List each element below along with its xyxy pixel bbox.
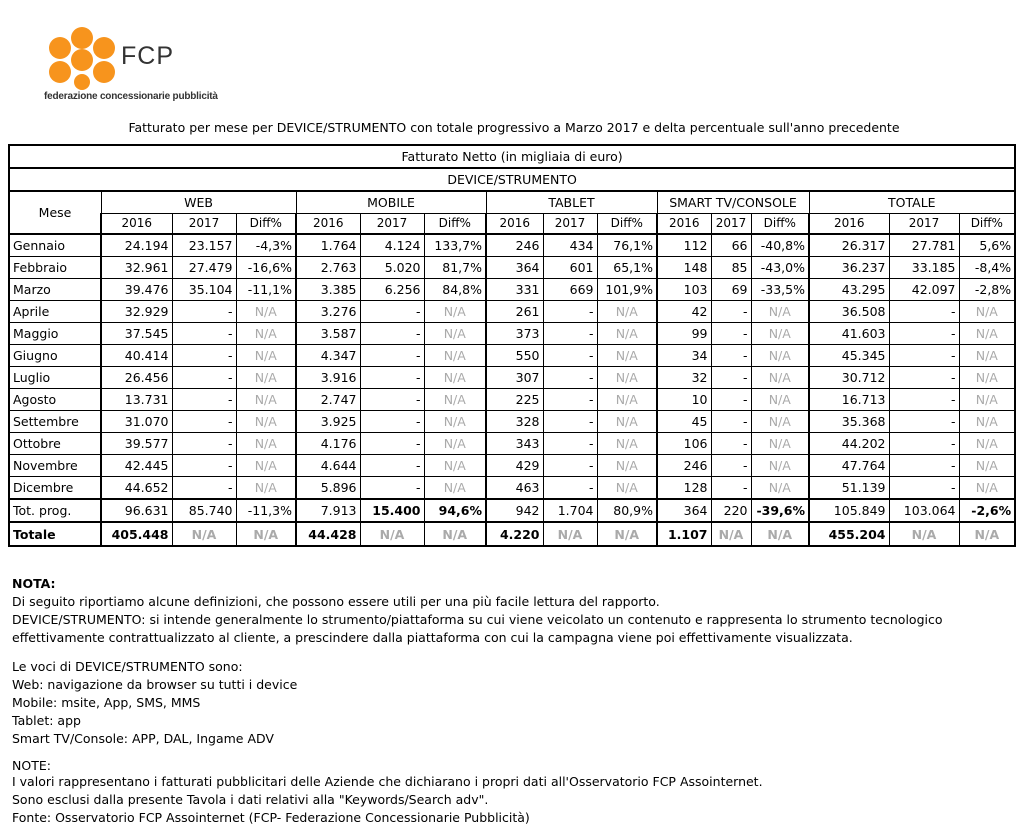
value-cell: -43,0%: [751, 257, 809, 279]
value-cell: 36.508: [809, 301, 889, 323]
table-subbanner-title: DEVICE/STRUMENTO: [9, 168, 1015, 191]
value-cell: 45: [657, 411, 711, 433]
value-cell: N/A: [236, 411, 296, 433]
value-cell: N/A: [424, 433, 486, 455]
grand-total-row: [9, 522, 1015, 546]
note-line: Mobile: msite, App, SMS, MMS: [12, 695, 201, 710]
table-row: [9, 301, 1015, 323]
subheader-cell: 2017: [360, 214, 424, 235]
value-cell: 34: [657, 345, 711, 367]
revenue-table: [8, 144, 1016, 547]
value-cell: N/A: [751, 345, 809, 367]
value-cell: 220: [711, 499, 751, 522]
value-cell: N/A: [751, 411, 809, 433]
subheader-cell: 2016: [809, 214, 889, 235]
value-cell: N/A: [236, 522, 296, 546]
value-cell: -: [360, 389, 424, 411]
value-cell: N/A: [597, 477, 657, 500]
value-cell: 101,9%: [597, 279, 657, 301]
value-cell: -40,8%: [751, 234, 809, 257]
value-cell: -: [543, 477, 597, 500]
value-cell: 455.204: [809, 522, 889, 546]
value-cell: 13.731: [101, 389, 172, 411]
value-cell: 364: [657, 499, 711, 522]
table-row: [9, 455, 1015, 477]
table-row: [9, 433, 1015, 455]
value-cell: -: [172, 389, 236, 411]
month-cell: Maggio: [9, 323, 101, 345]
value-cell: -: [889, 433, 959, 455]
value-cell: 343: [486, 433, 543, 455]
value-cell: N/A: [751, 477, 809, 500]
value-cell: 1.107: [657, 522, 711, 546]
value-cell: 42.097: [889, 279, 959, 301]
value-cell: N/A: [597, 455, 657, 477]
value-cell: 148: [657, 257, 711, 279]
table-row: [9, 367, 1015, 389]
value-cell: 26.317: [809, 234, 889, 257]
note-line: Smart TV/Console: APP, DAL, Ingame ADV: [12, 731, 274, 746]
value-cell: 37.545: [101, 323, 172, 345]
notes-section: [12, 575, 1012, 827]
value-cell: 44.428: [296, 522, 360, 546]
value-cell: 51.139: [809, 477, 889, 500]
value-cell: N/A: [597, 389, 657, 411]
table-body: [9, 234, 1015, 546]
value-cell: 35.104: [172, 279, 236, 301]
value-cell: N/A: [889, 522, 959, 546]
value-cell: N/A: [959, 389, 1015, 411]
logo-brand: FCP: [121, 42, 174, 70]
value-cell: -: [889, 389, 959, 411]
value-cell: 69: [711, 279, 751, 301]
value-cell: -: [172, 367, 236, 389]
value-cell: 76,1%: [597, 234, 657, 257]
value-cell: 66: [711, 234, 751, 257]
group-header-row: [9, 191, 1015, 214]
value-cell: -: [543, 367, 597, 389]
value-cell: N/A: [597, 301, 657, 323]
value-cell: N/A: [959, 367, 1015, 389]
value-cell: 2.763: [296, 257, 360, 279]
value-cell: -: [360, 455, 424, 477]
value-cell: 1.704: [543, 499, 597, 522]
month-cell: Tot. prog.: [9, 499, 101, 522]
table-row: [9, 477, 1015, 500]
value-cell: -: [360, 411, 424, 433]
subheader-cell: 2017: [543, 214, 597, 235]
value-cell: -: [543, 345, 597, 367]
value-cell: N/A: [751, 367, 809, 389]
value-cell: -11,1%: [236, 279, 296, 301]
group-header-web: WEB: [101, 191, 296, 214]
value-cell: -: [543, 301, 597, 323]
value-cell: -: [172, 455, 236, 477]
value-cell: N/A: [597, 367, 657, 389]
value-cell: 942: [486, 499, 543, 522]
value-cell: -: [889, 301, 959, 323]
value-cell: 44.652: [101, 477, 172, 500]
value-cell: 103.064: [889, 499, 959, 522]
value-cell: 4.176: [296, 433, 360, 455]
subheader-cell: Diff%: [424, 214, 486, 235]
value-cell: 112: [657, 234, 711, 257]
value-cell: N/A: [711, 522, 751, 546]
value-cell: 23.157: [172, 234, 236, 257]
value-cell: -8,4%: [959, 257, 1015, 279]
flower-logo-icon: [42, 18, 122, 90]
table-banner-row: [9, 145, 1015, 168]
value-cell: 30.712: [809, 367, 889, 389]
value-cell: 4.220: [486, 522, 543, 546]
value-cell: -: [889, 323, 959, 345]
subheader-cell: 2017: [889, 214, 959, 235]
month-cell: Luglio: [9, 367, 101, 389]
value-cell: 4.347: [296, 345, 360, 367]
value-cell: 40.414: [101, 345, 172, 367]
value-cell: 35.368: [809, 411, 889, 433]
value-cell: 5.020: [360, 257, 424, 279]
value-cell: 669: [543, 279, 597, 301]
value-cell: 364: [486, 257, 543, 279]
value-cell: N/A: [236, 455, 296, 477]
value-cell: -: [711, 455, 751, 477]
value-cell: 26.456: [101, 367, 172, 389]
value-cell: 45.345: [809, 345, 889, 367]
value-cell: -11,3%: [236, 499, 296, 522]
value-cell: 3.925: [296, 411, 360, 433]
value-cell: 42.445: [101, 455, 172, 477]
value-cell: 7.913: [296, 499, 360, 522]
value-cell: 41.603: [809, 323, 889, 345]
table-row: [9, 411, 1015, 433]
month-cell: Giugno: [9, 345, 101, 367]
value-cell: -: [543, 389, 597, 411]
subheader-row: [9, 214, 1015, 235]
table-row: [9, 389, 1015, 411]
note-title: NOTE:: [12, 758, 51, 773]
month-cell: Marzo: [9, 279, 101, 301]
value-cell: 94,6%: [424, 499, 486, 522]
value-cell: 3.276: [296, 301, 360, 323]
value-cell: 3.385: [296, 279, 360, 301]
table-row: [9, 257, 1015, 279]
value-cell: -: [711, 323, 751, 345]
value-cell: N/A: [236, 323, 296, 345]
value-cell: -: [889, 477, 959, 500]
table-banner-title: Fatturato Netto (in migliaia di euro): [9, 145, 1015, 168]
value-cell: -: [360, 367, 424, 389]
value-cell: -: [711, 411, 751, 433]
subheader-cell: Diff%: [236, 214, 296, 235]
value-cell: N/A: [959, 455, 1015, 477]
value-cell: N/A: [424, 301, 486, 323]
value-cell: N/A: [360, 522, 424, 546]
value-cell: 246: [486, 234, 543, 257]
value-cell: -: [172, 301, 236, 323]
value-cell: 47.764: [809, 455, 889, 477]
value-cell: N/A: [959, 301, 1015, 323]
value-cell: 85: [711, 257, 751, 279]
value-cell: N/A: [236, 367, 296, 389]
logo-tagline: federazione concessionarie pubblicità: [44, 91, 218, 102]
month-cell: Ottobre: [9, 433, 101, 455]
month-cell: Aprile: [9, 301, 101, 323]
value-cell: N/A: [751, 433, 809, 455]
value-cell: -: [711, 389, 751, 411]
value-cell: 106: [657, 433, 711, 455]
value-cell: 331: [486, 279, 543, 301]
note-line: Web: navigazione da browser su tutti i device: [12, 677, 298, 692]
value-cell: -: [889, 345, 959, 367]
subheader-cell: 2016: [296, 214, 360, 235]
value-cell: -: [360, 477, 424, 500]
subheader-cell: 2016: [486, 214, 543, 235]
table-row: [9, 323, 1015, 345]
value-cell: -39,6%: [751, 499, 809, 522]
value-cell: N/A: [424, 345, 486, 367]
month-cell: Settembre: [9, 411, 101, 433]
value-cell: -: [711, 433, 751, 455]
value-cell: 5.896: [296, 477, 360, 500]
group-header-tablet: TABLET: [486, 191, 657, 214]
value-cell: -16,6%: [236, 257, 296, 279]
value-cell: 42: [657, 301, 711, 323]
value-cell: N/A: [424, 411, 486, 433]
value-cell: -: [889, 411, 959, 433]
value-cell: 1.764: [296, 234, 360, 257]
value-cell: 133,7%: [424, 234, 486, 257]
value-cell: 65,1%: [597, 257, 657, 279]
group-header-mobile: MOBILE: [296, 191, 486, 214]
value-cell: N/A: [751, 389, 809, 411]
month-cell: Gennaio: [9, 234, 101, 257]
table-row: [9, 234, 1015, 257]
value-cell: N/A: [597, 522, 657, 546]
value-cell: 16.713: [809, 389, 889, 411]
value-cell: N/A: [236, 301, 296, 323]
table-row: [9, 345, 1015, 367]
value-cell: -2,8%: [959, 279, 1015, 301]
mese-header: Mese: [9, 191, 101, 234]
value-cell: 27.479: [172, 257, 236, 279]
table-row: [9, 279, 1015, 301]
value-cell: N/A: [424, 367, 486, 389]
subheader-cell: Diff%: [597, 214, 657, 235]
value-cell: 5,6%: [959, 234, 1015, 257]
value-cell: 103: [657, 279, 711, 301]
month-cell: Agosto: [9, 389, 101, 411]
value-cell: N/A: [597, 433, 657, 455]
value-cell: N/A: [424, 522, 486, 546]
value-cell: N/A: [236, 477, 296, 500]
value-cell: -: [711, 367, 751, 389]
value-cell: -: [360, 301, 424, 323]
value-cell: N/A: [424, 323, 486, 345]
value-cell: 261: [486, 301, 543, 323]
value-cell: 80,9%: [597, 499, 657, 522]
value-cell: 434: [543, 234, 597, 257]
value-cell: 96.631: [101, 499, 172, 522]
value-cell: N/A: [959, 323, 1015, 345]
value-cell: 27.781: [889, 234, 959, 257]
table-subbanner-row: [9, 168, 1015, 191]
value-cell: -4,3%: [236, 234, 296, 257]
month-cell: Dicembre: [9, 477, 101, 500]
value-cell: 128: [657, 477, 711, 500]
value-cell: N/A: [424, 389, 486, 411]
value-cell: N/A: [597, 411, 657, 433]
value-cell: N/A: [597, 323, 657, 345]
value-cell: N/A: [424, 455, 486, 477]
value-cell: 307: [486, 367, 543, 389]
value-cell: -: [360, 323, 424, 345]
subheader-cell: 2016: [101, 214, 172, 235]
value-cell: -: [172, 411, 236, 433]
value-cell: -: [543, 433, 597, 455]
value-cell: -: [711, 477, 751, 500]
value-cell: 4.644: [296, 455, 360, 477]
value-cell: 33.185: [889, 257, 959, 279]
value-cell: 36.237: [809, 257, 889, 279]
value-cell: -: [543, 323, 597, 345]
value-cell: N/A: [236, 433, 296, 455]
value-cell: 39.476: [101, 279, 172, 301]
value-cell: 85.740: [172, 499, 236, 522]
note-line: Le voci di DEVICE/STRUMENTO sono:: [12, 659, 243, 674]
value-cell: 4.124: [360, 234, 424, 257]
subheader-cell: 2017: [711, 214, 751, 235]
value-cell: 31.070: [101, 411, 172, 433]
value-cell: -: [172, 433, 236, 455]
note-line: I valori rappresentano i fatturati pubblicitari delle Aziende che dichiarano i propri dati all'Osservatorio FCP Assointernet.: [12, 774, 763, 789]
value-cell: -: [360, 345, 424, 367]
note-line: DEVICE/STRUMENTO: si intende generalmente lo strumento/piattaforma su cui viene veicolato un contenuto e rappresenta lo strumento tecnologico: [12, 612, 943, 627]
value-cell: -: [172, 477, 236, 500]
note-line: Sono esclusi dalla presente Tavola i dati relativi alla "Keywords/Search adv".: [12, 792, 489, 807]
progressive-total-row: [9, 499, 1015, 522]
note-line: effettivamente contrattualizzato al cliente, a prescindere dalla piattaforma con cui la campagna viene poi effettivamente visualizzata.: [12, 630, 853, 645]
value-cell: -: [360, 433, 424, 455]
value-cell: N/A: [751, 522, 809, 546]
value-cell: -2,6%: [959, 499, 1015, 522]
value-cell: 39.577: [101, 433, 172, 455]
nota-title: NOTA:: [12, 576, 56, 591]
value-cell: N/A: [959, 345, 1015, 367]
subheader-cell: 2016: [657, 214, 711, 235]
value-cell: 10: [657, 389, 711, 411]
subheader-cell: Diff%: [959, 214, 1015, 235]
value-cell: 550: [486, 345, 543, 367]
value-cell: -: [543, 411, 597, 433]
value-cell: 43.295: [809, 279, 889, 301]
value-cell: N/A: [172, 522, 236, 546]
month-cell: Totale: [9, 522, 101, 546]
value-cell: -: [172, 323, 236, 345]
value-cell: 3.587: [296, 323, 360, 345]
value-cell: 99: [657, 323, 711, 345]
subheader-cell: Diff%: [751, 214, 809, 235]
value-cell: 429: [486, 455, 543, 477]
value-cell: N/A: [959, 433, 1015, 455]
value-cell: 328: [486, 411, 543, 433]
value-cell: 32: [657, 367, 711, 389]
value-cell: N/A: [959, 477, 1015, 500]
value-cell: N/A: [543, 522, 597, 546]
value-cell: -: [889, 367, 959, 389]
data-table-wrapper: [8, 144, 1014, 547]
value-cell: 246: [657, 455, 711, 477]
value-cell: 225: [486, 389, 543, 411]
value-cell: -: [172, 345, 236, 367]
value-cell: 373: [486, 323, 543, 345]
value-cell: N/A: [751, 323, 809, 345]
page-title: Fatturato per mese per DEVICE/STRUMENTO con totale progressivo a Marzo 2017 e delta percentuale sull'anno precedente: [128, 120, 900, 135]
value-cell: N/A: [597, 345, 657, 367]
note-line: Tablet: app: [12, 713, 81, 728]
group-header-smarttv: SMART TV/CONSOLE: [657, 191, 809, 214]
value-cell: 24.194: [101, 234, 172, 257]
value-cell: N/A: [751, 455, 809, 477]
value-cell: -: [889, 455, 959, 477]
value-cell: -: [543, 455, 597, 477]
value-cell: N/A: [236, 389, 296, 411]
subheader-cell: 2017: [172, 214, 236, 235]
value-cell: 32.929: [101, 301, 172, 323]
value-cell: N/A: [959, 411, 1015, 433]
value-cell: 15.400: [360, 499, 424, 522]
value-cell: N/A: [959, 522, 1015, 546]
value-cell: 105.849: [809, 499, 889, 522]
group-header-totale: TOTALE: [809, 191, 1015, 214]
value-cell: 32.961: [101, 257, 172, 279]
value-cell: 3.916: [296, 367, 360, 389]
value-cell: N/A: [751, 301, 809, 323]
month-cell: Novembre: [9, 455, 101, 477]
value-cell: 6.256: [360, 279, 424, 301]
note-line: Fonte: Osservatorio FCP Assointernet (FCP- Federazione Concessionarie Pubblicità): [12, 810, 530, 825]
value-cell: N/A: [236, 345, 296, 367]
value-cell: N/A: [424, 477, 486, 500]
value-cell: 601: [543, 257, 597, 279]
value-cell: -: [711, 345, 751, 367]
value-cell: 44.202: [809, 433, 889, 455]
value-cell: 84,8%: [424, 279, 486, 301]
value-cell: -33,5%: [751, 279, 809, 301]
value-cell: 2.747: [296, 389, 360, 411]
note-line: Di seguito riportiamo alcune definizioni, che possono essere utili per una più facile lettura del rapporto.: [12, 594, 660, 609]
month-cell: Febbraio: [9, 257, 101, 279]
value-cell: 81,7%: [424, 257, 486, 279]
value-cell: -: [711, 301, 751, 323]
value-cell: 463: [486, 477, 543, 500]
value-cell: 405.448: [101, 522, 172, 546]
